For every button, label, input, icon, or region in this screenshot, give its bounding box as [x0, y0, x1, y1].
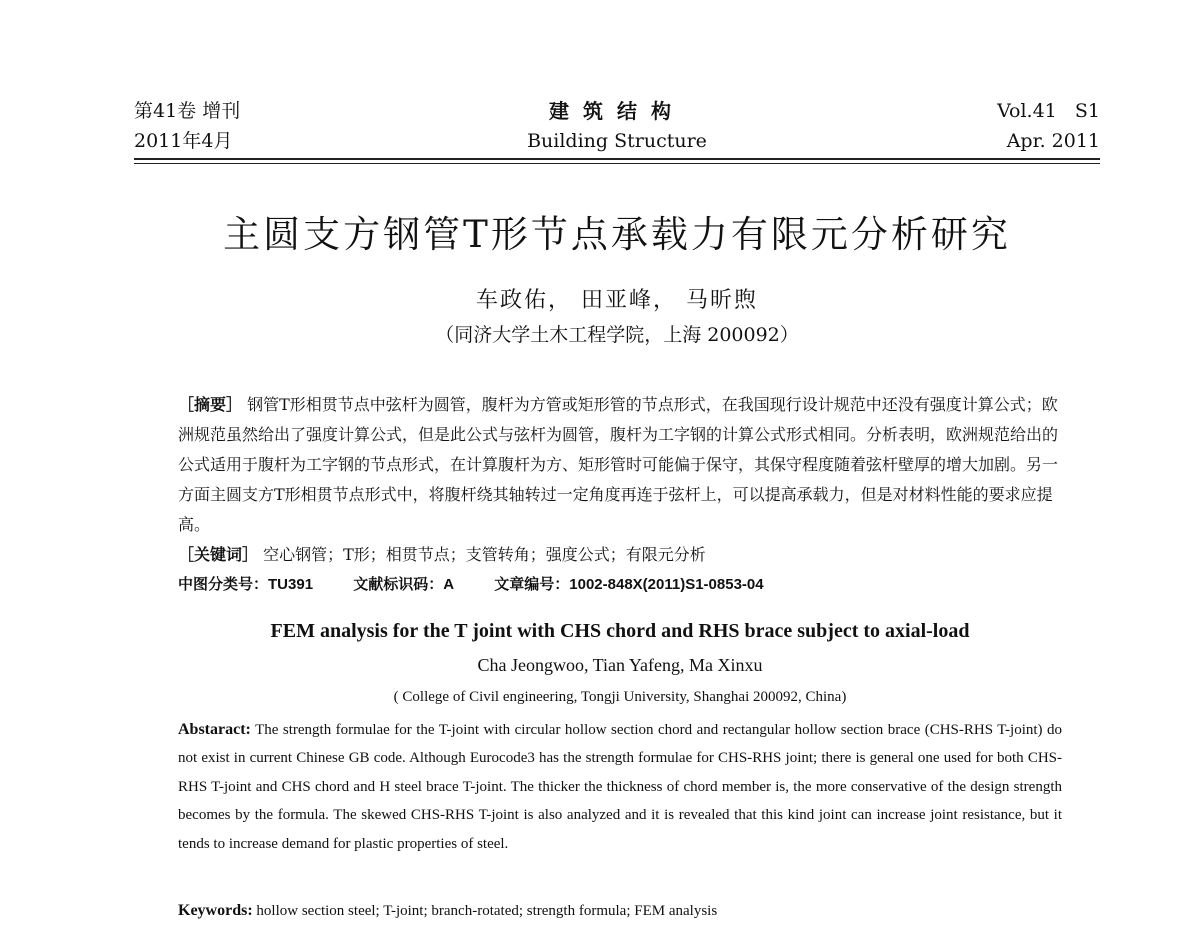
keywords-en-text: hollow section steel; T-joint; branch-rotated; strength formula; FEM analysis [256, 903, 718, 919]
clc-number: 中图分类号：TU391 [178, 576, 314, 593]
abstract-en-text: The strength formulae for the T-joint with circular hollow section chord and rectangular hollow section brace (CHS-RHS T-joint) do not exist in current Chinese GB code. Although Eurocode3 has the strength formulae for CHS-RHS joint; there is general one used for both CHS-RHS T-joint and CHS chord and H steel brace T-joint. The thicker the thickness of chord member is, the more conservative of the design strength becomes by the formula. The skewed CHS-RHS T-joint is also analyzed and it is revealed that this kind joint can increase joint resistance, but it tends to increase demand for plastic properties of steel. [178, 722, 1062, 852]
document-code: 文献标识码：A [353, 576, 455, 593]
authors-cn: 车政佑， 田亚峰， 马昕煦 [476, 288, 758, 313]
publication-date-en: Apr. 2011 [1006, 130, 1100, 152]
paper-title-en: FEM analysis for the T joint with CHS chord and RHS brace subject to axial-load [270, 620, 970, 642]
journal-name-en: Building Structure [527, 130, 707, 152]
header-rule-thin [134, 163, 1100, 164]
keywords-cn-text: 空心钢管；T形；相贯节点；支管转角；强度公式；有限元分析 [263, 545, 706, 564]
keywords-en-label: Keywords: [178, 902, 253, 919]
abstract-cn [178, 390, 1066, 540]
keywords-cn-label: ［关键词］ [178, 545, 259, 564]
affiliation-cn: （同济大学土木工程学院，上海 200092） [435, 324, 799, 346]
publication-date-cn: 2011年4月 [134, 130, 233, 152]
paper-title-cn: 主圆支方钢管T形节点承载力有限元分析研究 [223, 213, 1011, 256]
abstract-cn-text: 钢管T形相贯节点中弦杆为圆管，腹杆为方管或矩形管的节点形式，在我国现行设计规范中还没有强度计算公式；欧洲规范虽然给出了强度计算公式，但是此公式与弦杆为圆管，腹杆为工字钢的计算公式形式相同。分析表明，欧洲规范给出的公式适用于腹杆为工字钢的节点形式，在计算腹杆为方、矩形管时可能偏于保守，其保守程度随着弦杆壁厚的增大加剧。另一方面主圆支方T形相贯节点形式中，将腹杆绕其轴转过一定角度再连于弦杆上，可以提高承载力，但是对材料性能的要求应提高。 [178, 395, 1059, 534]
volume-issue-en: Vol.41 S1 [997, 100, 1100, 122]
abstract-en-label: Abstaract: [178, 721, 251, 738]
authors-en: Cha Jeongwoo, Tian Yafeng, Ma Xinxu [477, 655, 763, 675]
volume-issue-cn: 第41卷 增刊 [134, 100, 241, 122]
journal-volume-en [997, 96, 1100, 156]
journal-name-cn: 建筑结构 [549, 99, 685, 123]
affiliation-en: ( College of Civil engineering, Tongji University, Shanghai 200092, China) [393, 689, 847, 705]
keywords-cn [178, 541, 1066, 569]
header-rule-thick [134, 158, 1100, 160]
abstract-cn-label: ［摘要］ [178, 395, 243, 414]
classification-line [178, 571, 1066, 599]
article-number: 文章编号：1002-848X(2011)S1-0853-04 [494, 576, 764, 593]
abstract-en [178, 716, 1062, 858]
keywords-en [178, 897, 1066, 925]
